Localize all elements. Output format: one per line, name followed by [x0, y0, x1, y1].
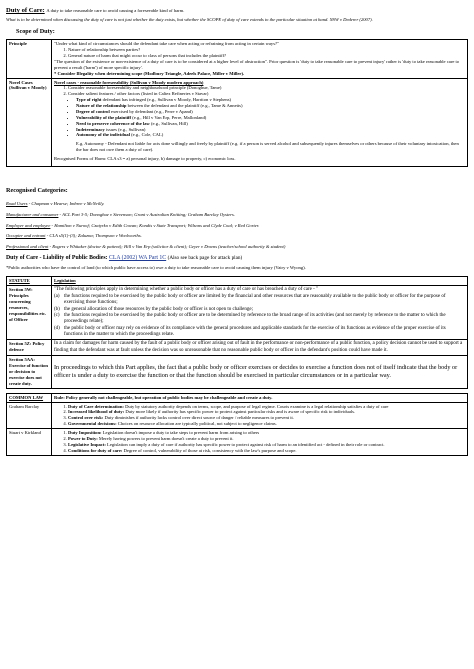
list-item: 4. Governmental decisions: Choices on resource allocation are typically political, not subject to negligence claims. — [68, 421, 465, 427]
principle-label: Principle — [7, 40, 52, 78]
list-item: 3. Legislative Impact: Legislation can imply a duty of care if authority has specific power to protect against risk of harm to an identified act - defined in their role or contract. — [68, 442, 465, 448]
list-item: 1. Consider reasonable foreseeability and neighbourhood principle (Donoghue, Tame) — [68, 85, 465, 91]
list-item: • Vulnerability of the plaintiff (e.g., Hill v Van Erp, Perre, Mallonland) — [76, 115, 465, 121]
list-item: 2. Power to Duty: Merely having powers to prevent harm doesn't create a duty to prevent it. — [68, 436, 465, 442]
s5z-row — [7, 340, 468, 356]
graham-content — [52, 402, 468, 429]
s5aa-content: In proceedings to which this Part applies, the fact that a public body or officer exercises or decides to exercise a function does not of itself indicate that the body or officer is under a duty to exercise the function or that the function should be exercised in particular circumstances or in a particular way. — [52, 356, 468, 388]
list-item: 4. Conditions for duty of care: Degree of control, vulnerability of those at risk, consistency with the law's purpose and scope. — [68, 448, 465, 454]
list-item: Professional and client - Rogers v Whitaker (doctor & patient); Hill v Van Erp (solicitor & client); Geyer v Downs (teacher/school authority & student) — [6, 244, 286, 250]
list-item: 2. Consider salient features / other factors (listed in Caltex Refineries v Stavar) — [68, 91, 465, 97]
novel-row — [7, 78, 468, 166]
categories-list — [6, 201, 468, 250]
common-law-header: COMMON LAW — [7, 393, 52, 402]
list-item: 1. Duty of Care determination: Duty by statutory authority depends on terms, scope, and purpose of legal regime. Courts examine is a legal relationship satisfies a duty of care — [68, 404, 465, 410]
public-bodies-note: *Public authorities who have the control of land (to which public have access to) owe a duty to take reasonable care to avoid causing them injury (Vairy v Wyong). — [6, 264, 306, 270]
s5z-label: Section 5Z: Policy defence — [7, 340, 52, 356]
list-item: Employer and employee - Hamilton v Nuroof; Czatyrko v Edith Cowan; Kondis v State Transport; Wilsons and Clyde Coal; v Red Gorter. — [6, 222, 260, 228]
s5w-content: "The following principles apply in determining whether a public body or officer has a duty of care or has breached a duty of care - " (a) the functions required to be exercised by the public body or officer are limited by the financial and other resources that are reasonably available to the public body or officer for the purpose of exercising those functions; (b) the general allocation of those resources by the public body or officer is not open to challenge; (c) the functions required to be exercised by the public body or officer are to be determined by reference to the broad range of its activities (and not merely by reference to the matter to which the proceedings relate); (d) the public body or officer may rely on evidence of its compliance with the general procedures and applicable standards for the exercise of its functions as evidence of the proper exercise of its functions in the matter to which the proceedings relate. — [52, 286, 468, 340]
s5aa-row — [7, 356, 468, 388]
graham-row — [7, 402, 468, 429]
illegality-note: * Consider Illegality when determining scope (Modbury Triangle, Adeels Palace, Miller v Miller). — [54, 70, 245, 76]
scope-table — [6, 39, 468, 167]
principle-content — [52, 40, 468, 78]
stuart-list — [54, 430, 465, 454]
salient-features-list — [54, 97, 465, 138]
graham-label: Graham Barclay — [7, 402, 52, 429]
public-bodies-heading: Duty of Care - Liability of Public Bodies: CLA (2002) WA Part 1C (Also see back page for attack plan) — [6, 255, 243, 262]
list-item: • Nature of the relationship between the defendant and the plaintiff (e.g., Tame & Annetts) — [76, 103, 465, 109]
autonomy-example: E.g. Autonomy - Defendant not liable for acts done willingly and freely by plaintiff (e.g. if a person is served alcohol and subsequently injures themselves or others because of their voluntary intoxication, then the bar does not owe them a duty of care). — [76, 141, 459, 153]
stuart-row — [7, 429, 468, 456]
scope-heading: Scope of Duty: — [16, 28, 55, 36]
s5z-content: In a claim for damages for harm caused by the fault of a public body or officer arising out of fault in the performance or non-performance of a public function, a policy decision cannot be used to support a finding that the defendant was at fault unless the decision was so unreasonable that no reasonable public body or officer in the defendant's position could have made it. — [52, 340, 468, 356]
list-item: • Need to preserve coherence of the law (e.g., Sullivan, Hill) — [76, 121, 465, 127]
graham-list — [54, 404, 465, 428]
statute-header-row — [7, 277, 468, 286]
statute-table — [6, 276, 468, 388]
intro-paragraph: What is to be determined when discussing the duty of care is not just whether the duty exists, but whether the SCOPE of duty of care extends to the particular situation at hand. NSW v Dederer (2007). — [6, 17, 373, 23]
list-item: • Indeterminacy issues (e.g., Sullivan) — [76, 127, 465, 133]
list-item: • Autonomy of the individual (e.g., Cole, CAL) — [76, 132, 465, 138]
s5aa-label: Section 5AA: Exercise of function or decision to exercise does not create duty. — [7, 356, 52, 388]
principle-lead: "Under what kind of circumstances should the defendant take care when acting or refraining from acting in certain ways?" — [54, 41, 279, 47]
novel-label: Novel Cases (Sullivan v Moody) — [7, 78, 52, 166]
duty-of-care-heading: Duty of Care: A duty to take reasonable care to avoid causing a foreseeable kind of harm. — [6, 7, 185, 14]
s5w-row — [7, 286, 468, 340]
list-item: • Degree of control exercised by defendant (e.g., Perre v Apand) — [76, 109, 465, 115]
list-item: Occupier and entrant - CLA s5(1)-(3); Zaluzna; Thompson v Woolworths. — [6, 233, 142, 239]
stuart-content — [52, 429, 468, 456]
s5w-items: (a) the functions required to be exercised by the public body or officer are limited by the financial and other resources that are reasonably available to the public body or officer for the purpose of exercising those functions; (b) the general allocation of those resources by the public body or officer is not open to challenge; (c) the functions required to be exercised by the public body or officer are to be determined by reference to the broad range of its activities (and not merely by reference to the matter to which the proceedings relate); (d) the public body or officer may rely on evidence of its compliance with the general procedures and applicable standards for the exercise of its functions as evidence of the proper exercise of its functions in the matter to which the proceedings relate. — [54, 293, 446, 338]
principle-question: "The question of the existence or non-existence of a duty of care is to be considered at a higher level of abstraction". Prior question is 'duty to take reasonable care to prevent injury' rather is 'duty to take reasonable care to prevent a result ('harm') of more specific injury'. — [54, 58, 460, 70]
s5w-label: Section 5W: Principles concerning resources, responsibilities etc. of Officer — [7, 286, 52, 340]
common-law-rule: Rule: Policy generally not challengeable, but operation of public bodies may be challengeable and create a duty. — [52, 393, 468, 402]
principle-list — [54, 47, 465, 59]
novel-heading: Novel cases - reasonable foreseeability (Sullivan v Moody modern approach) — [54, 79, 204, 85]
categories-heading: Recognised Categories: — [6, 186, 68, 194]
list-item: 2. Increased likelihood of duty: Duty more likely if authority has specific power to protect against particular risks and is aware of specific risk to individuals. — [68, 409, 465, 415]
common-law-table — [6, 393, 468, 456]
common-law-header-row — [7, 393, 468, 402]
list-item: 3. Control over risk: Duty diminishes if authority lacks control over direct source of danger / reliable measures to prevent it. — [68, 415, 465, 421]
principle-row — [7, 40, 468, 78]
novel-list — [54, 85, 465, 97]
novel-content — [52, 78, 468, 166]
statute-header: STATUTE — [7, 277, 52, 286]
list-item: Manufacturer and consumer - ACL Part 3-5; Donoghue v Stevenson; Grant v Australian Knitting; Graham Barclay Oysters. — [6, 211, 235, 217]
list-item: 1. Duty Imposition: Legislation doesn't impose a duty to take steps to prevent harm from arising to others — [68, 430, 465, 436]
list-item: Road Users - Chapman v Hearse; Imbree v McNeilly. — [6, 200, 105, 206]
list-item: • Type of right defendant has infringed (e.g., Sullivan v Moody, Harriton v Stephens) — [76, 97, 465, 103]
legislation-header: Legislation — [52, 277, 468, 286]
duty-definition: A duty to take reasonable care to avoid causing a foreseeable kind of harm. — [46, 8, 185, 13]
list-item: 1. Nature of relationship between parties? — [68, 47, 465, 53]
list-item: 2. General nature of harm that might occur to class of persons that includes the plaintiff? — [68, 53, 465, 59]
recognised-harm: Recognised Forms of Harm: CLA s3 = a) personal injury, b) damage to property, c) economic loss. — [54, 156, 236, 161]
act-link[interactable]: CLA (2002) WA Part 1C — [108, 255, 167, 262]
stuart-label: Stuart v Kirkland — [7, 429, 52, 456]
